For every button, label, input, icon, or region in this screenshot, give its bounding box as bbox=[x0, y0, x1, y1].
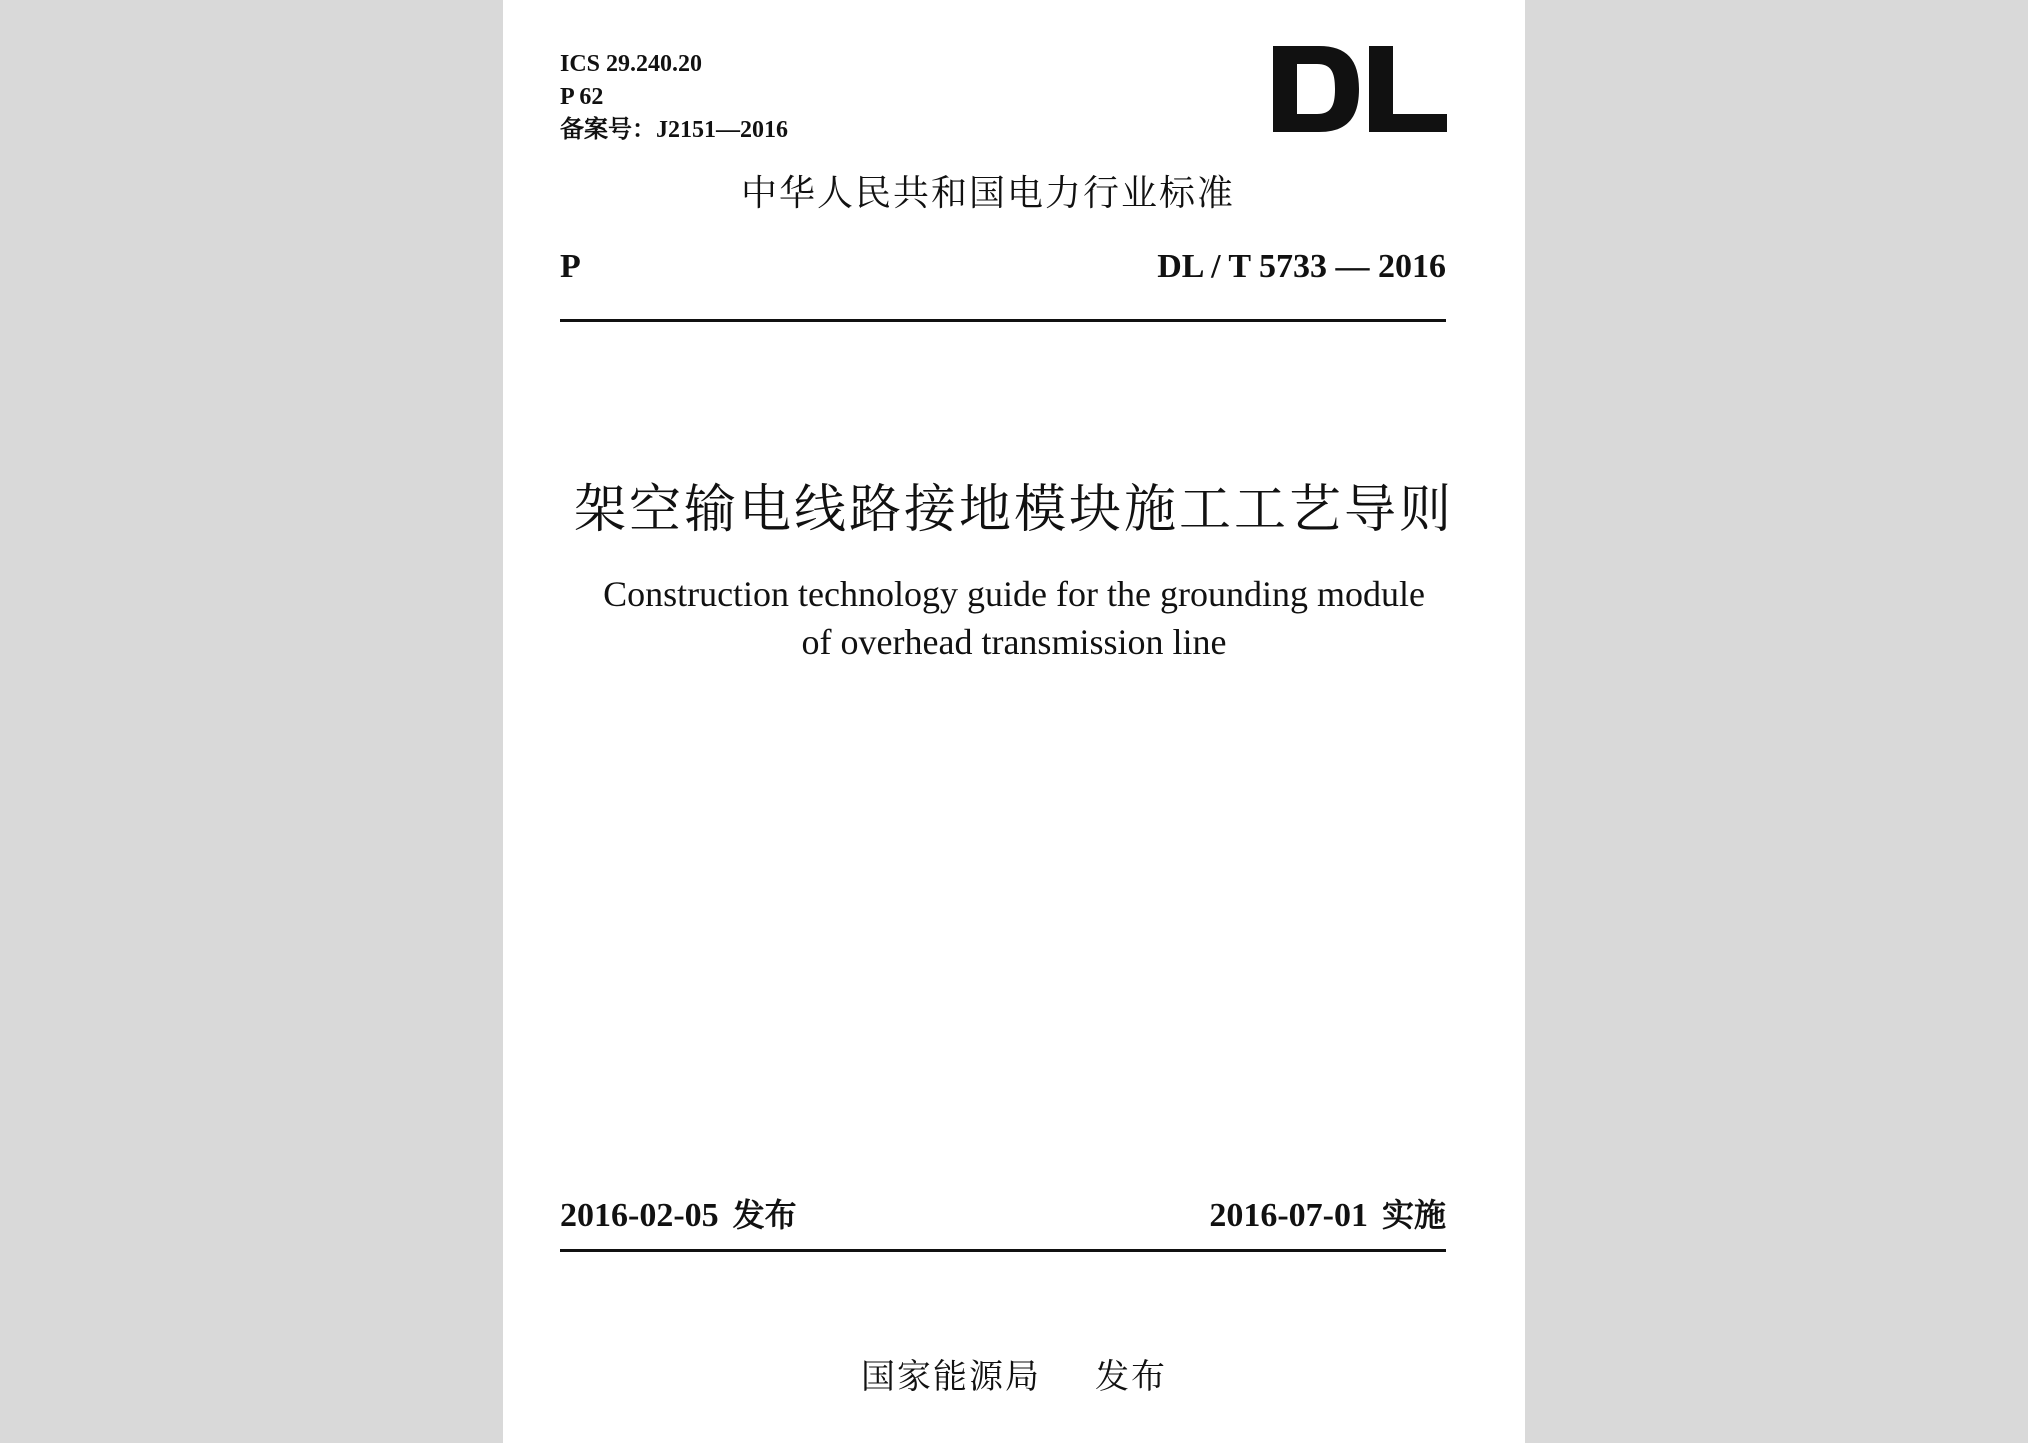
standard-number: DL / T 5733 — 2016 bbox=[1157, 248, 1446, 285]
record-number: 备案号：J2151—2016 bbox=[560, 117, 788, 143]
effective-date-group bbox=[1209, 1190, 1446, 1241]
effective-date: 2016-07-01 bbox=[1209, 1197, 1368, 1234]
title-chinese: 架空输电线路接地模块施工工艺导则 bbox=[573, 480, 1454, 540]
issue-date: 2016-02-05 bbox=[560, 1197, 719, 1234]
header-meta bbox=[560, 48, 788, 147]
dl-logo bbox=[1273, 46, 1447, 132]
top-divider bbox=[560, 319, 1446, 322]
title-english-line-2: of overhead transmission line bbox=[801, 622, 1227, 662]
publisher bbox=[503, 1352, 1525, 1402]
title-english-line-1: Construction technology guide for the grounding module bbox=[603, 574, 1425, 614]
effective-label: 实施 bbox=[1381, 1196, 1446, 1234]
category-letter: P bbox=[560, 248, 581, 285]
ics-code: ICS 29.240.20 bbox=[560, 51, 703, 77]
document-page bbox=[503, 0, 1525, 1443]
issue-label: 发布 bbox=[732, 1196, 797, 1234]
publisher-name: 国家能源局 bbox=[861, 1357, 1041, 1397]
classification-code: P 62 bbox=[560, 84, 604, 110]
issue-date-group bbox=[560, 1190, 797, 1241]
issuer-title: 中华人民共和国电力行业标准 bbox=[740, 173, 1235, 214]
dates-row bbox=[560, 1190, 1446, 1240]
bottom-divider bbox=[560, 1249, 1446, 1252]
publisher-action: 发布 bbox=[1095, 1357, 1167, 1397]
title-english bbox=[503, 570, 1525, 666]
